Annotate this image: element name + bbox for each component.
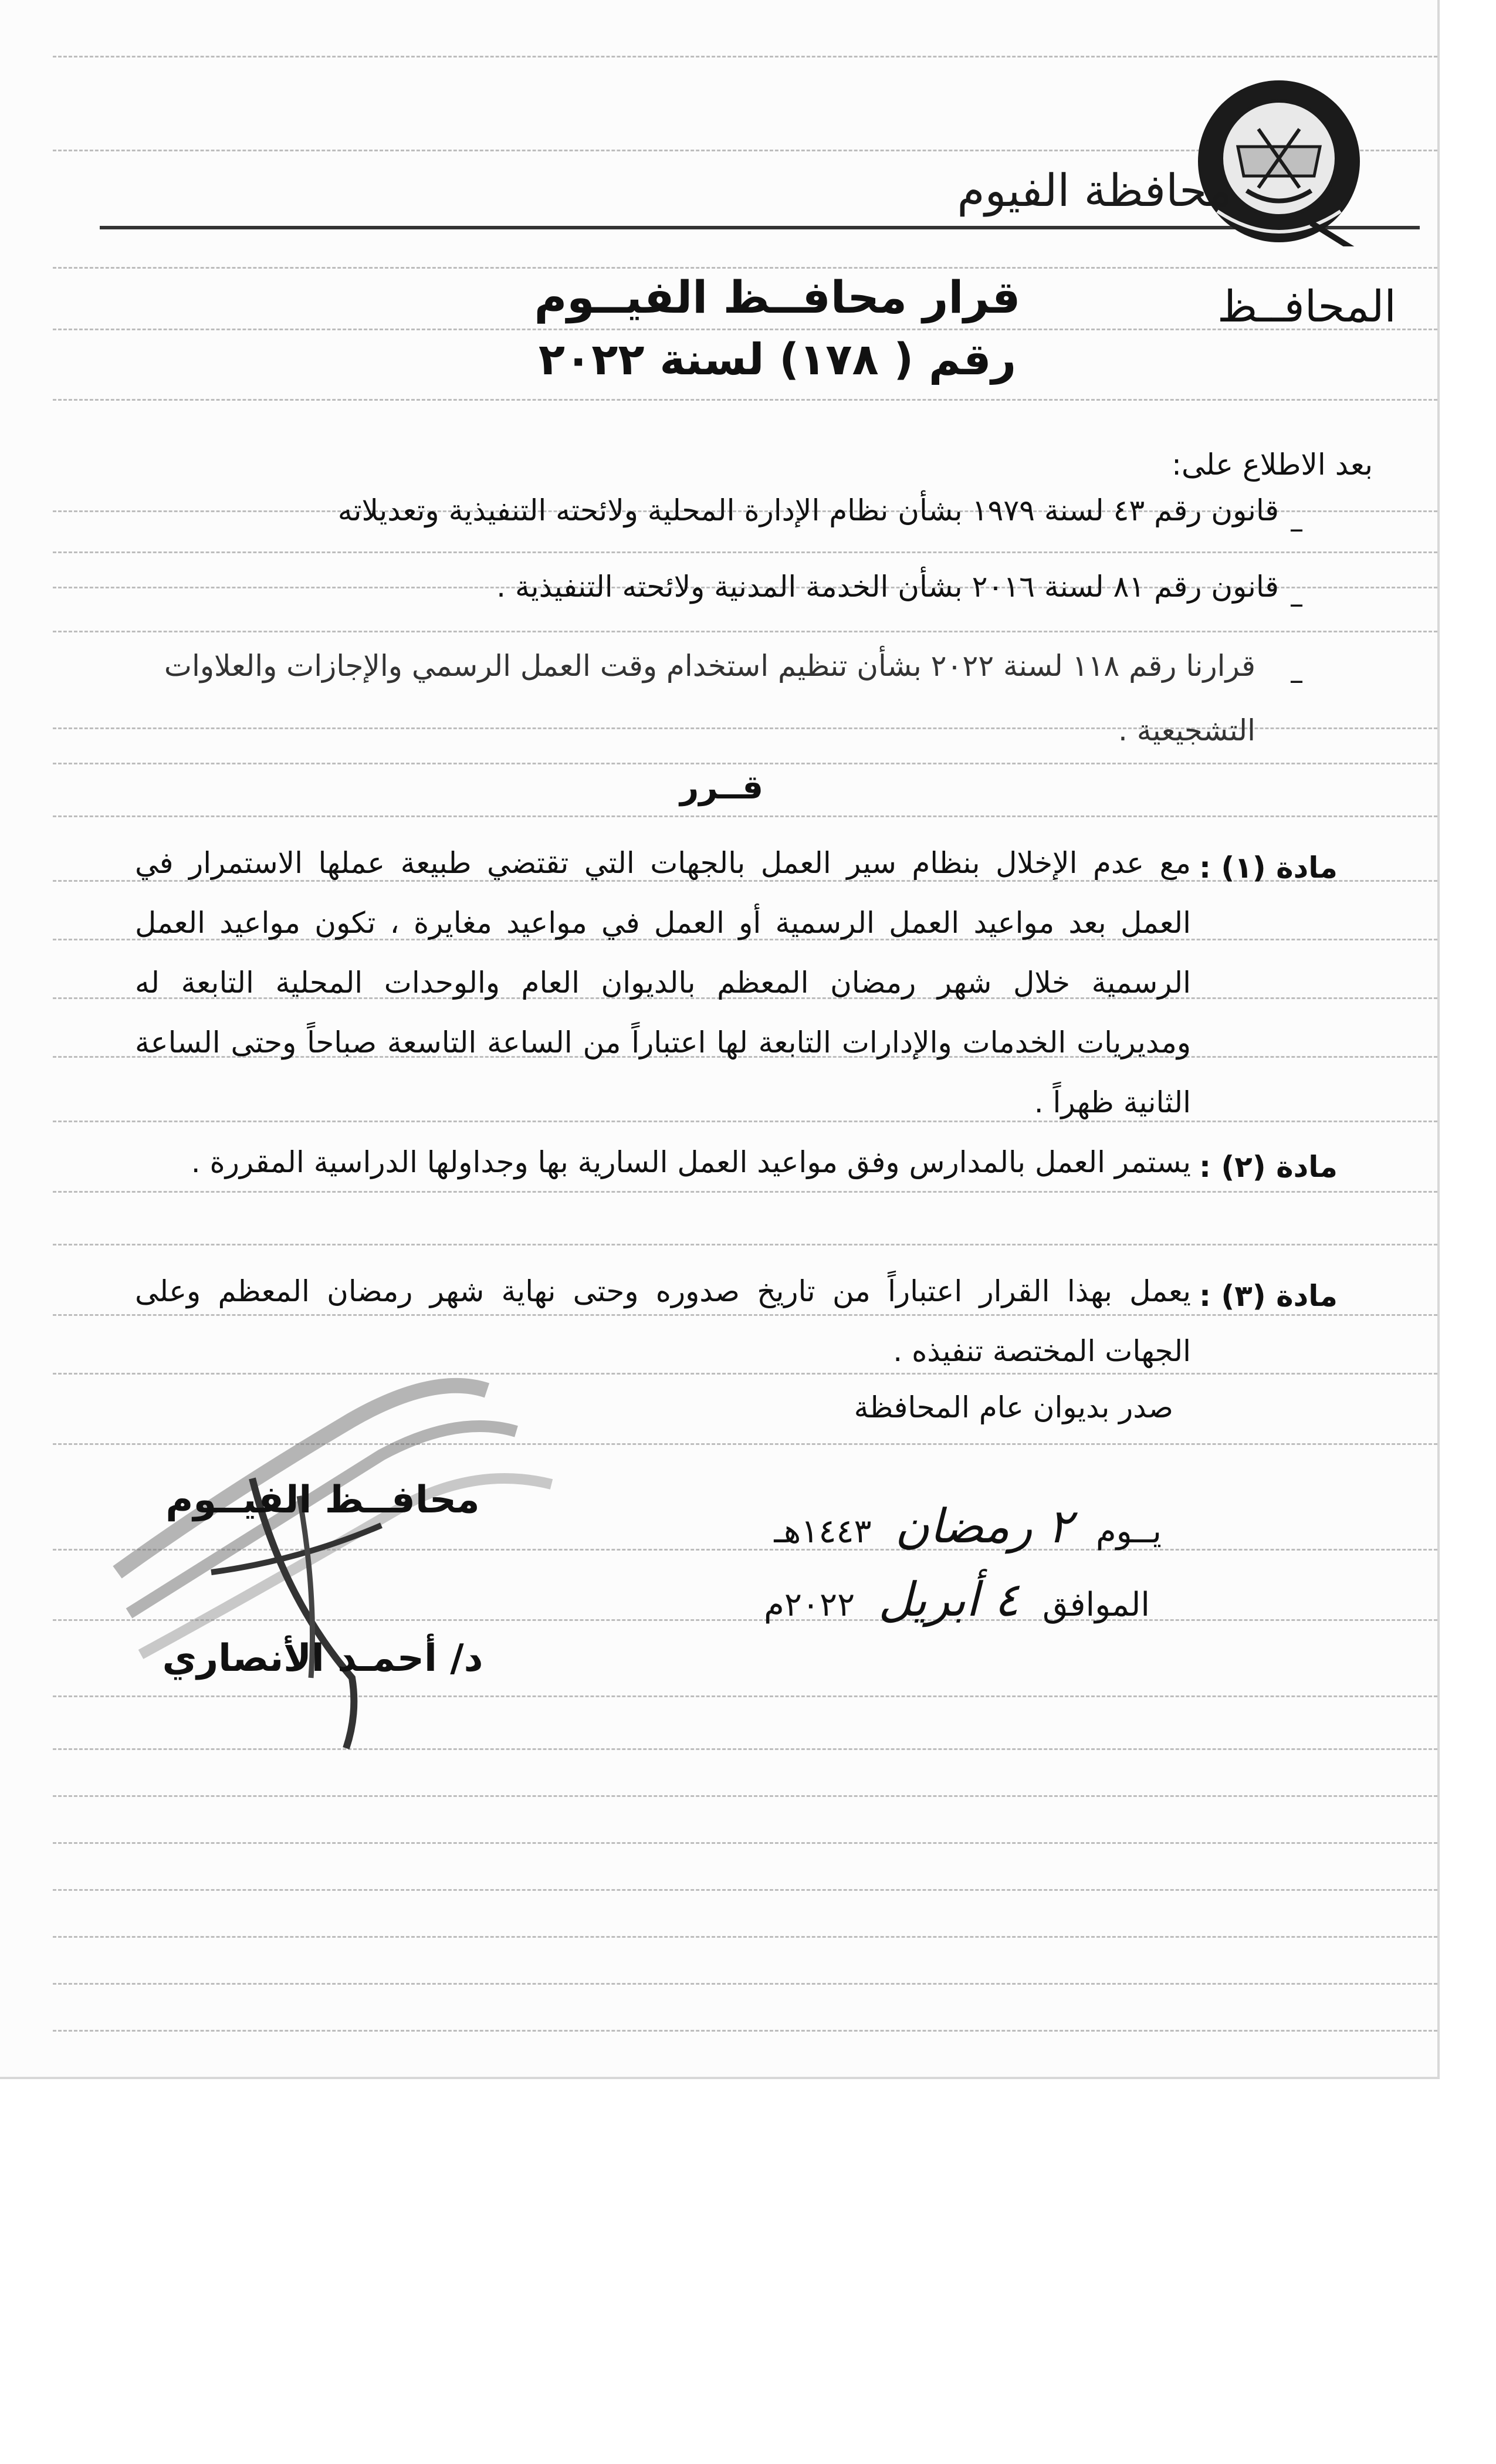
ruled-line xyxy=(53,1842,1437,1844)
ruled-line xyxy=(53,1795,1437,1797)
preamble-item-1: قانون رقم ٤٣ لسنة ١٩٧٩ بشأن نظام الإدارة المحلية ولائحته التنفيذية وتعديلاته xyxy=(337,493,1279,527)
article-1-label: مادة (١) : xyxy=(1199,851,1338,885)
gregorian-year: ٢٠٢٢م xyxy=(764,1586,855,1624)
hijri-year: ١٤٤٣هـ xyxy=(774,1512,872,1551)
ruled-line xyxy=(53,1889,1437,1891)
article-1-text: مع عدم الإخلال بنظام سير العمل بالجهات التي تقتضي طبيعة عملها الاستمرار في العمل بعد مواعيد العمل الرسمية أو العمل في مواعيد مغايرة ، تكون مواعيد العمل الرسمية خلال شهر رمضان المعظم بالديوان العام والوحدات المحلية التابعة له ومديريات الخدمات والإدارات التابعة لها اعتباراً من الساعة التاسعة صباحاً وحتى الساعة الثانية ظهراً . xyxy=(135,846,1191,1119)
preamble-item-3: قرارنا رقم ١١٨ لسنة ٢٠٢٢ بشأن تنظيم استخدام وقت العمل الرسمي والإجازات والعلاوات التشجيعية . xyxy=(164,649,1255,747)
gregorian-date-row xyxy=(727,1572,1150,1627)
ruled-line xyxy=(53,815,1437,817)
day-label: يــوم xyxy=(1096,1512,1162,1551)
hijri-date-row xyxy=(739,1499,1162,1553)
hijri-date-handwritten: ٢ رمضان xyxy=(895,1499,1072,1553)
ruled-line xyxy=(53,267,1437,269)
article-2-text: يستمر العمل بالمدارس وفق مواعيد العمل السارية بها وجداولها الدراسية المقررة . xyxy=(191,1145,1191,1179)
ruled-line xyxy=(53,2030,1437,2032)
governorate-seal-icon xyxy=(1194,76,1364,246)
issued-at: صدر بديوان عام المحافظة xyxy=(854,1390,1173,1424)
article-2-label: مادة (٢) : xyxy=(1199,1150,1338,1184)
ruled-line xyxy=(53,631,1437,632)
preamble-intro: بعد الاطلاع على: xyxy=(1172,448,1373,482)
ruled-line xyxy=(53,56,1437,57)
ruled-line xyxy=(53,763,1437,764)
decided-heading: قــرر xyxy=(679,769,764,807)
ruled-line xyxy=(53,1936,1437,1938)
signatory-name: د/ أحمـد الأنصاري xyxy=(162,1637,483,1680)
signatory-title: محافــظ الفيــوم xyxy=(165,1478,480,1522)
gregorian-date-handwritten: ٤ أبريل xyxy=(878,1572,1020,1627)
bullet-dash: – xyxy=(1289,512,1304,546)
article-3-text: يعمل بهذا القرار اعتباراً من تاريخ صدوره وحتى نهاية شهر رمضان المعظم وعلى الجهات المختصة تنفيذه . xyxy=(135,1274,1191,1368)
office-label: المحافــظ xyxy=(1217,282,1396,332)
corresponding-label: الموافق xyxy=(1043,1586,1150,1624)
ruled-line xyxy=(53,1244,1437,1245)
preamble-item-2: قانون رقم ٨١ لسنة ٢٠١٦ بشأن الخدمة المدنية ولائحته التنفيذية . xyxy=(496,570,1279,604)
ruled-line xyxy=(53,1983,1437,1985)
article-3-label: مادة (٣) : xyxy=(1199,1279,1338,1313)
handwritten-signature-icon xyxy=(106,1349,604,1760)
bullet-dash: – xyxy=(1289,587,1304,621)
ruled-line xyxy=(53,551,1437,553)
ruled-line xyxy=(53,399,1437,401)
decision-title: قرار محافــظ الفيــوم xyxy=(534,271,1021,323)
bullet-dash: – xyxy=(1289,663,1304,697)
governorate-name: محافظة الفيوم xyxy=(957,164,1232,216)
decision-number: رقم ( ١٧٨) لسنة ٢٠٢٢ xyxy=(538,334,1017,385)
